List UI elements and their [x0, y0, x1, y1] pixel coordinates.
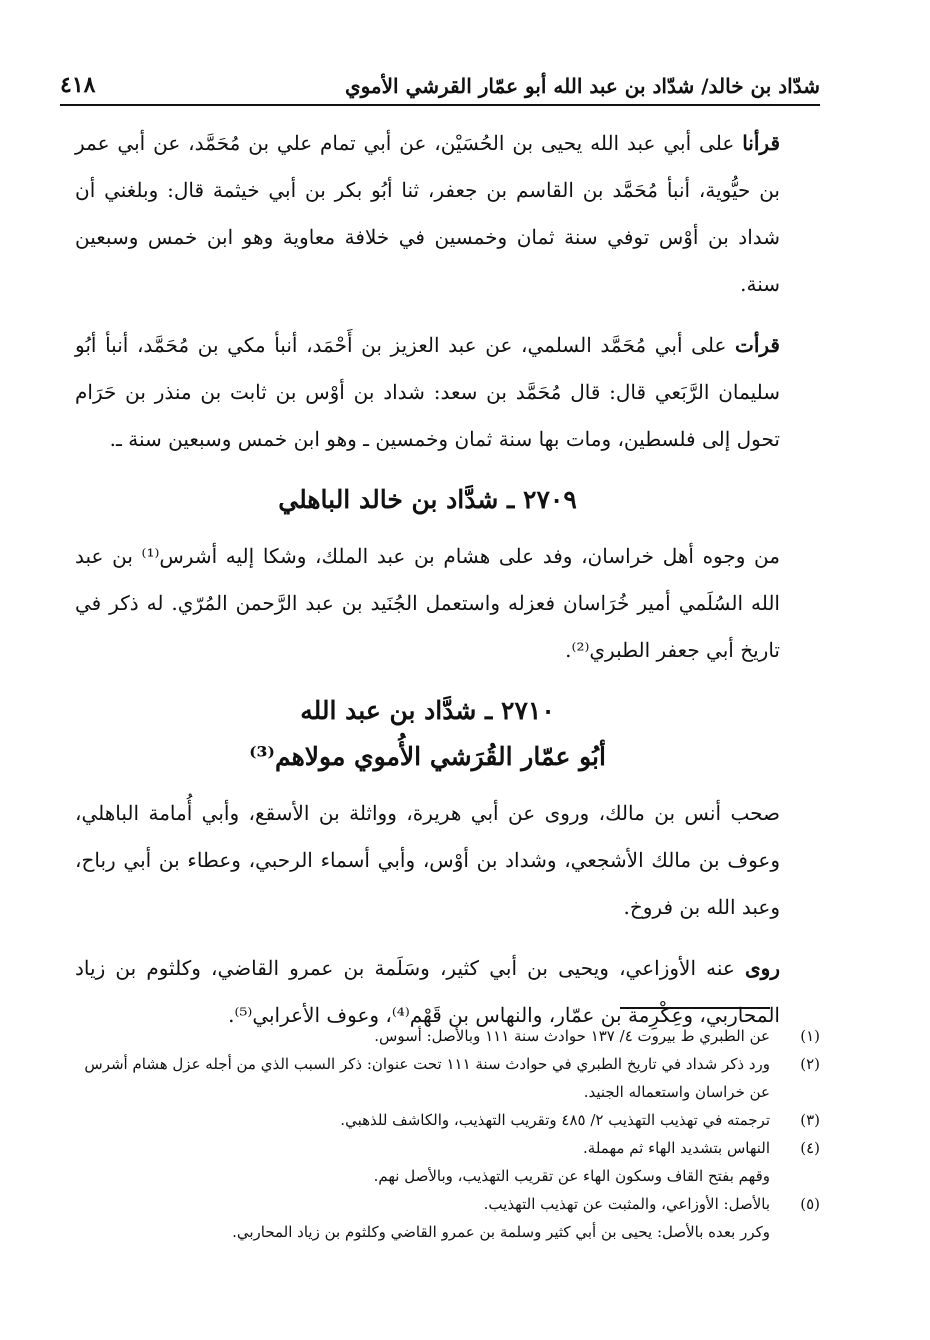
footnote-number: (١): [800, 1027, 820, 1045]
running-title: شدّاد بن خالد/ شدّاد بن عبد الله أبو عمّار القرشي الأموي: [344, 74, 820, 98]
paragraph-qara-na: [75, 120, 780, 308]
page-number: ٤١٨: [60, 72, 96, 98]
paragraph-body: عنه الأوزاعي، ويحيى بن أبي كثير، وسَلَمة بن عمرو القاضي، وكلثوم بن زياد المحاربي، وعِكْرِمة بن عمّار، والنهاس بن قَهْم⁽⁴⁾، وعوف الأعرابي⁽⁵⁾.: [75, 956, 780, 1027]
paragraph-body: على أبي مُحَمَّد السلمي، عن عبد العزيز بن أَحْمَد، أنبأ مكي بن مُحَمَّد، أنبأ أبُو سليمان الرَّبَعي قال: قال مُحَمَّد بن سعد: شداد بن أوْس بن ثابت بن منذر بن حَرَام تحول إلى فلسطين، ومات بها سنة ثمان وخمسين ـ وهو ابن خمس وسبعين سنة ـ.: [75, 333, 780, 451]
footnote-continuation: وقهم بفتح القاف وسكون الهاء عن تقريب التهذيب، وبالأصل نهم.: [373, 1167, 770, 1185]
footnote-number: (٥): [800, 1195, 820, 1213]
footnote-continuation: وكرر بعده بالأصل: يحيى بن أبي كثير وسلمة بن عمرو القاضي وكلثوم بن زياد المحاربي.: [232, 1223, 770, 1241]
main-text: [75, 120, 780, 1053]
paragraph-body: على أبي عبد الله يحيى بن الحُسَيْن، عن أبي تمام علي بن مُحَمَّد، عن أبي عمر بن حيُّوية، أنبأ مُحَمَّد بن القاسم بن جعفر، ثنا أبُو بكر بن أبي خيثمة قال: وبلغني أن شداد بن أوْس توفي سنة ثمان وخمسين في خلافة معاوية وهو ابن خمس وسبعين سنة.: [75, 131, 781, 296]
footnote-number: (٢): [800, 1055, 820, 1073]
paragraph-lead: قرأنا: [742, 131, 780, 155]
footnote-number: (٣): [800, 1111, 820, 1129]
footnote: [75, 1134, 820, 1162]
entry-2710-body: صحب أنس بن مالك، وروى عن أبي هريرة، وواثلة بن الأسقع، وأبي أُمامة الباهلي، وعوف بن مالك الأشجعي، وشداد بن أوْس، وأبي أسماء الرحبي، وعطاء بن أبي رباح، وعبد الله بن فروخ.: [75, 801, 780, 919]
entry-2710-heading-line1: ٢٧١٠ ـ شدَّاد بن عبد الله: [300, 696, 555, 725]
paragraph-lead: قرأت: [735, 333, 780, 357]
footnote-text: النهاس بتشديد الهاء ثم مهملة.: [583, 1139, 770, 1157]
footnote-separator: [620, 1007, 770, 1009]
footnote-text: بالأصل: الأوزاعي، والمثبت عن تهذيب التهذيب.: [483, 1195, 770, 1213]
footnote: [75, 1190, 820, 1218]
footnotes: [75, 1022, 820, 1246]
footnote-number: (٤): [800, 1139, 820, 1157]
footnote: [75, 1022, 820, 1050]
footnote-text: ورد ذكر شداد في تاريخ الطبري في حوادث سنة ١١١ تحت عنوان: ذكر السبب الذي من أجله عزل هشام أشرس عن خراسان واستعماله الجنيد.: [84, 1055, 770, 1101]
paragraph-qara-tu: [75, 322, 780, 463]
footnote: [75, 1050, 820, 1106]
entry-2710-heading: [75, 688, 780, 780]
entry-2710-heading-line2: أبُو عمّار القُرَشي الأُموي مولاهم⁽³⁾: [249, 742, 606, 771]
running-header: [60, 60, 820, 106]
entry-2709-heading: ٢٧٠٩ ـ شدَّاد بن خالد الباهلي: [278, 485, 577, 514]
paragraph-lead: روى: [745, 956, 780, 980]
entry-2709-body: من وجوه أهل خراسان، وفد على هشام بن عبد الملك، وشكا إليه أشرس⁽¹⁾ بن عبد الله السُلَمي أمير خُرَاسان فعزله واستعمل الجُنَيد بن عبد الرَّحمن المُرّي. له ذكر في تاريخ أبي جعفر الطبري⁽²⁾.: [75, 544, 780, 662]
footnote-text: عن الطبري ط بيروت ٤/ ١٣٧ حوادث سنة ١١١ وبالأصل: أسوس.: [374, 1027, 770, 1045]
footnote-text: ترجمته في تهذيب التهذيب ٢/ ٤٨٥ وتقريب التهذيب، والكاشف للذهبي.: [340, 1111, 770, 1129]
footnote: [75, 1106, 820, 1134]
